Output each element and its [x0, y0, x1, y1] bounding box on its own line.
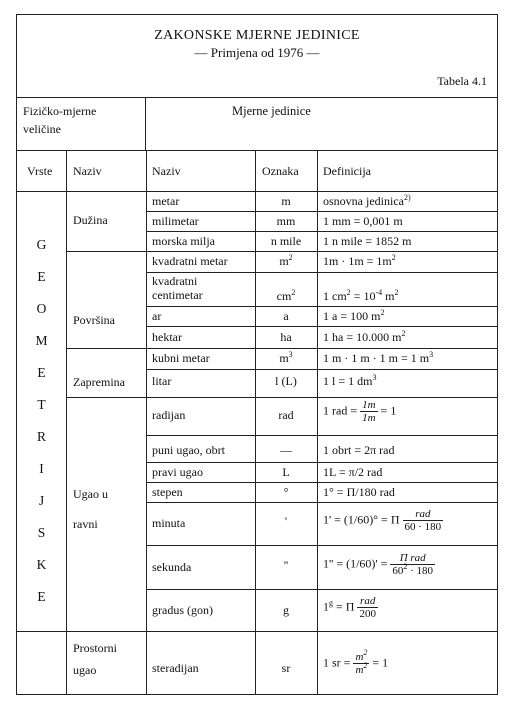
physical-quantities-line2: veličine	[23, 122, 61, 136]
unit-name-radijan: radijan	[152, 408, 186, 422]
unit-name-puni-ugao: puni ugao, obrt	[152, 443, 225, 457]
unit-def-metar: osnovna jedinica$^{2)}$	[323, 193, 411, 208]
row-divider	[146, 211, 497, 212]
vrsta-letter: M	[35, 333, 48, 348]
unit-symbol-pravi-ugao: L	[282, 465, 290, 479]
vrsta-letter: I	[39, 461, 44, 476]
unit-name-hektar: hektar	[152, 330, 182, 344]
unit-symbol-milimetar: mm	[276, 214, 296, 228]
unit-symbol-sekunda: ''	[283, 558, 289, 572]
row-divider	[146, 502, 497, 503]
unit-def-minuta: 1' = (1/60)° = Π $\frac{\text{rad}}{60 \cdot 180}$	[323, 508, 442, 533]
quantity-povrsina: Površina	[73, 313, 115, 327]
vrsta-letter: E	[37, 589, 46, 604]
column-header-row	[17, 151, 497, 192]
unit-name-ar: ar	[152, 309, 162, 323]
col-oznaka: Oznaka	[262, 164, 299, 178]
unit-name-milimetar: milimetar	[152, 214, 199, 228]
row-divider	[146, 231, 497, 232]
unit-symbol-metar: m	[281, 194, 291, 208]
unit-symbol-kvadratni-metar: $m^2$	[279, 253, 293, 268]
unit-name-metar: metar	[152, 194, 180, 208]
unit-def-morska-milja: 1 n mile = 1852 m	[323, 234, 412, 248]
row-divider	[146, 326, 497, 327]
vrsta-letter: O	[36, 301, 47, 316]
page-title: ZAKONSKE MJERNE JEDINICE	[154, 28, 360, 43]
quantity-zapremina: Zapremina	[73, 375, 125, 389]
units-header	[146, 97, 497, 151]
col-naziv: Naziv	[73, 164, 102, 178]
row-divider	[146, 462, 497, 463]
col-naziv-unit: Naziv	[152, 164, 181, 178]
unit-def-radijan: 1 rad = $\frac{1m}{1m}$ = 1	[323, 399, 397, 424]
unit-name-gradus: gradus (gon)	[152, 603, 213, 617]
unit-def-sekunda: 1'' = (1/60)' = $\frac{\text{Π rad}}{60^2 \cdot 180}$	[323, 552, 434, 577]
divider	[146, 151, 147, 695]
unit-def-milimetar: 1 mm = 0,001 m	[323, 214, 403, 228]
row-divider	[146, 369, 497, 370]
quantity-ugao-line2: ravni	[73, 517, 98, 531]
quantity-prostorni-line2: ugao	[73, 663, 97, 677]
col-definicija: Definicija	[323, 164, 371, 178]
unit-symbol-morska-milja: n mile	[270, 234, 302, 248]
unit-symbol-radijan: rad	[278, 408, 294, 422]
unit-def-kubni-metar: 1 m · 1 m · 1 m = 1 $m^3$	[323, 350, 434, 365]
vrsta-letter: K	[36, 557, 47, 572]
unit-name-sekunda: sekunda	[152, 560, 192, 574]
vrsta-letter: S	[37, 525, 46, 540]
unit-name-kvadratni-cm-line1: kvadratni	[152, 274, 198, 288]
unit-symbol-litar: l (L)	[275, 374, 297, 388]
unit-name-stepen: stepen	[152, 485, 183, 499]
quantity-ugao-line1: Ugao u	[73, 487, 108, 501]
unit-symbol-stepen: °	[283, 485, 289, 499]
unit-def-litar: 1 l = 1 $dm^3$	[323, 373, 377, 388]
unit-name-kvadratni-cm-line2: centimetar	[152, 288, 203, 302]
units-header-label: Mjerne jedinice	[232, 104, 311, 118]
divider	[66, 151, 67, 695]
unit-def-steradijan: 1 sr = $\frac{m^2}{m^2}$ = 1	[323, 648, 389, 676]
unit-name-kvadratni-metar: kvadratni metar	[152, 254, 228, 268]
row-divider	[146, 545, 497, 546]
page-subtitle: — Primjena od 1976 —	[194, 45, 320, 60]
vrsta-letter: G	[36, 237, 47, 252]
vrsta-letter: J	[38, 493, 45, 508]
unit-name-morska-milja: morska milja	[152, 234, 215, 248]
vrsta-letter: E	[37, 365, 46, 380]
divider	[317, 151, 318, 695]
unit-def-kvadratni-metar: $1m \cdot 1m = 1m^2$	[323, 253, 396, 268]
col-vrste: Vrste	[27, 164, 53, 178]
unit-symbol-kvadratni-cm: $cm^2$	[276, 288, 296, 303]
unit-symbol-kubni-metar: $m^3$	[279, 350, 293, 365]
row-divider	[146, 272, 497, 273]
group-divider	[66, 251, 497, 252]
unit-def-gradus: $1^g = \Pi$ $\frac{\text{rad}}{200}$	[323, 595, 376, 620]
unit-symbol-gradus: g	[283, 603, 289, 617]
unit-name-steradijan: steradijan	[152, 661, 199, 675]
quantity-prostorni-line1: Prostorni	[73, 641, 118, 655]
unit-def-stepen: 1° = Π/180 rad	[323, 485, 395, 499]
unit-def-puni-ugao: 1 obrt = 2π rad	[323, 443, 395, 457]
table-label: Tabela 4.1	[437, 74, 487, 88]
unit-symbol-ar: a	[283, 309, 289, 323]
row-divider	[146, 435, 497, 436]
unit-symbol-hektar: ha	[280, 330, 292, 344]
quantity-duzina: Dužina	[73, 213, 108, 227]
vrsta-letter: E	[37, 269, 46, 284]
unit-name-minuta: minuta	[152, 516, 186, 530]
unit-name-kubni-metar: kubni metar	[152, 351, 210, 365]
unit-def-pravi-ugao: 1L = π/2 rad	[323, 465, 383, 479]
unit-def-kvadratni-cm: 1 $cm^2 = 10^{-4}$ $m^2$	[323, 288, 399, 303]
vrsta-letter: T	[37, 397, 46, 412]
group-divider	[17, 631, 497, 632]
row-divider	[146, 482, 497, 483]
unit-name-pravi-ugao: pravi ugao	[152, 465, 203, 479]
unit-def-hektar: 1 ha = 10.000 $m^2$	[323, 329, 406, 344]
unit-symbol-puni-ugao: —	[280, 443, 292, 457]
unit-name-litar: litar	[152, 374, 172, 388]
group-divider	[66, 348, 497, 349]
physical-quantities-header	[17, 97, 146, 151]
unit-def-ar: 1 a = 100 $m^2$	[323, 308, 385, 323]
group-divider	[66, 397, 497, 398]
physical-quantities-line1: Fizičko-mjerne	[23, 104, 97, 118]
table-header	[17, 15, 497, 98]
unit-symbol-steradijan: sr	[281, 661, 291, 675]
unit-symbol-minuta: '	[284, 514, 288, 528]
row-divider	[146, 589, 497, 590]
table-page	[16, 14, 498, 695]
vrsta-letter: R	[36, 429, 46, 444]
row-divider	[146, 306, 497, 307]
